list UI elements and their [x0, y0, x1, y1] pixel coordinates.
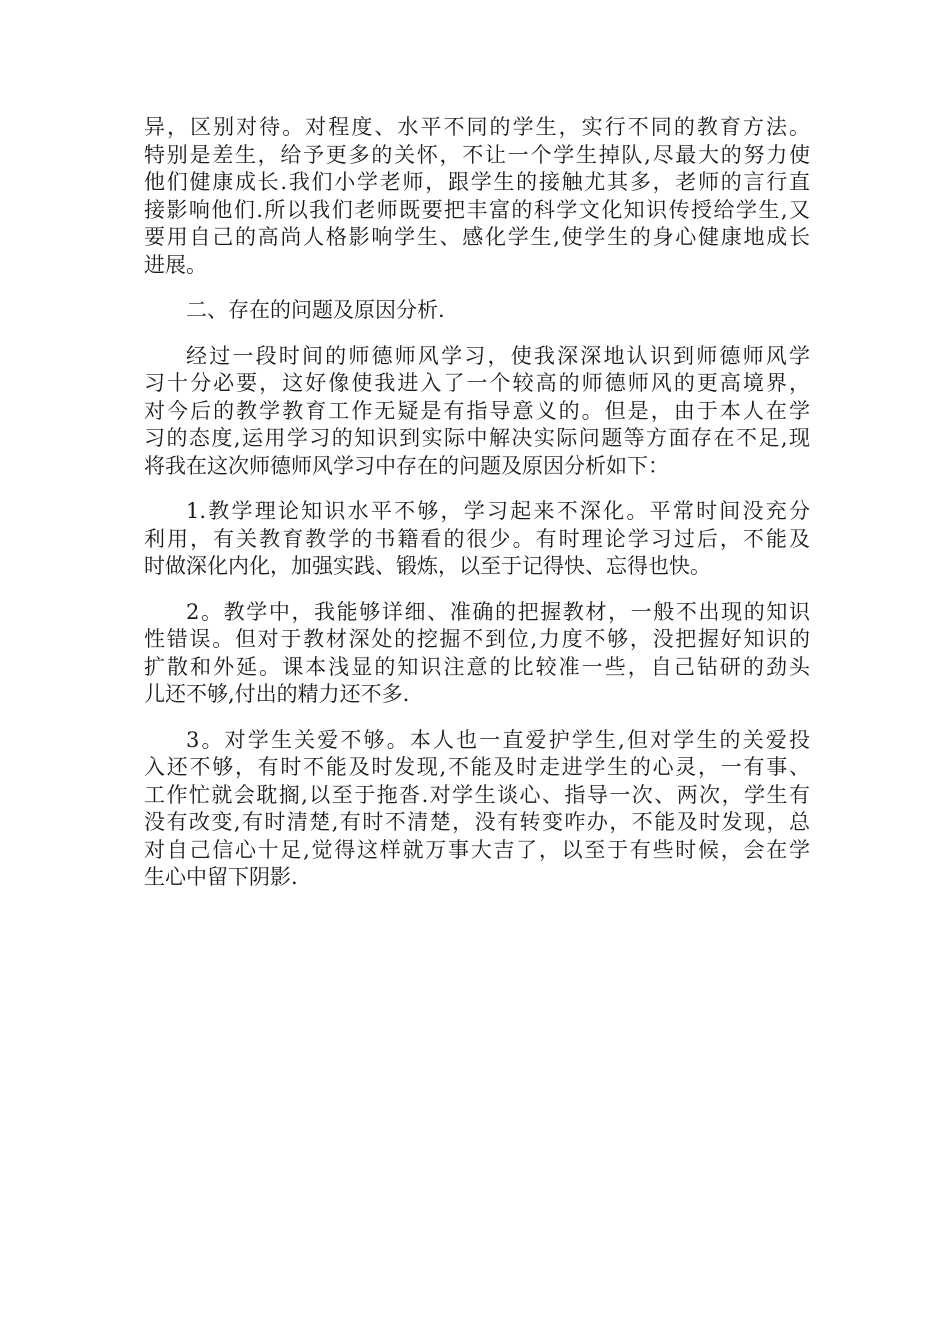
list-item-3 — [144, 727, 810, 892]
text-line: 1.教学理论知识水平不够，学习起来不深化。平常时间没充分 — [186, 499, 810, 523]
text-line: 入还不够，有时不能及时发现,不能及时走进学生的心灵，一有事、 — [144, 755, 810, 779]
list-item-2 — [144, 599, 810, 709]
text-line: 习的态度,运用学习的知识到实际中解决实际问题等方面存在不足,现 — [144, 426, 810, 450]
text-line: 将我在这次师德师风学习中存在的问题及原因分析如下： — [144, 453, 669, 478]
text-line: 接影响他们.所以我们老师既要把丰富的科学文化知识传授给学生,又 — [144, 197, 810, 222]
text-line: 儿还不够,付出的精力还不多. — [144, 682, 410, 706]
text-line: 对自己信心十足,觉得这样就万事大吉了，以至于有些时候，会在学 — [144, 837, 810, 862]
text-line: 生心中留下阴影. — [144, 865, 298, 889]
text-line: 习十分必要，这好像使我进入了一个较高的师德师风的更高境界， — [144, 371, 810, 395]
list-item-1 — [144, 498, 810, 581]
text-line: 3。对学生关爱不够。本人也一直爱护学生,但对学生的关爱投 — [186, 727, 810, 752]
text-line: 进展。 — [144, 252, 207, 277]
text-line: 他们健康成长.我们小学老师，跟学生的接触尤其多，老师的言行直 — [144, 170, 810, 194]
text-line: 性错误。但对于教材深处的挖掘不到位,力度不够，没把握好知识的 — [144, 627, 810, 651]
text-line: 对今后的教学教育工作无疑是有指导意义的。但是，由于本人在学 — [144, 398, 810, 423]
text-line: 特别是差生，给予更多的关怀，不让一个学生掉队,尽最大的努力使 — [144, 142, 810, 167]
text-line: 没有改变,有时清楚,有时不清楚，没有转变咋办，不能及时发现，总 — [144, 810, 810, 834]
text-line: 扩散和外延。课本浅显的知识注意的比较准一些，自己钻研的劲头 — [144, 654, 810, 679]
heading-text: 二、存在的问题及原因分析. — [186, 298, 445, 322]
text-line: 2。教学中，我能够详细、准确的把握教材，一般不出现的知识 — [186, 599, 810, 624]
text-line: 利用，有关教育教学的书籍看的很少。有时理论学习过后，不能及 — [144, 526, 810, 551]
paragraph-continuation — [144, 114, 810, 279]
document-body — [144, 114, 810, 910]
text-line: 工作忙就会耽搁,以至于拖沓.对学生谈心、指导一次、两次，学生有 — [144, 782, 810, 807]
paragraph-intro — [144, 343, 810, 481]
text-line: 异，区别对待。对程度、水平不同的学生，实行不同的教育方法。 — [144, 115, 810, 139]
text-line: 要用自己的高尚人格影响学生、感化学生,使学生的身心健康地成长 — [144, 225, 810, 249]
text-line: 时做深化内化，加强实践、锻炼，以至于记得快、忘得也快。 — [144, 554, 711, 578]
text-line: 经过一段时间的师德师风学习，使我深深地认识到师德师风学 — [186, 343, 810, 368]
section-heading — [144, 297, 810, 325]
